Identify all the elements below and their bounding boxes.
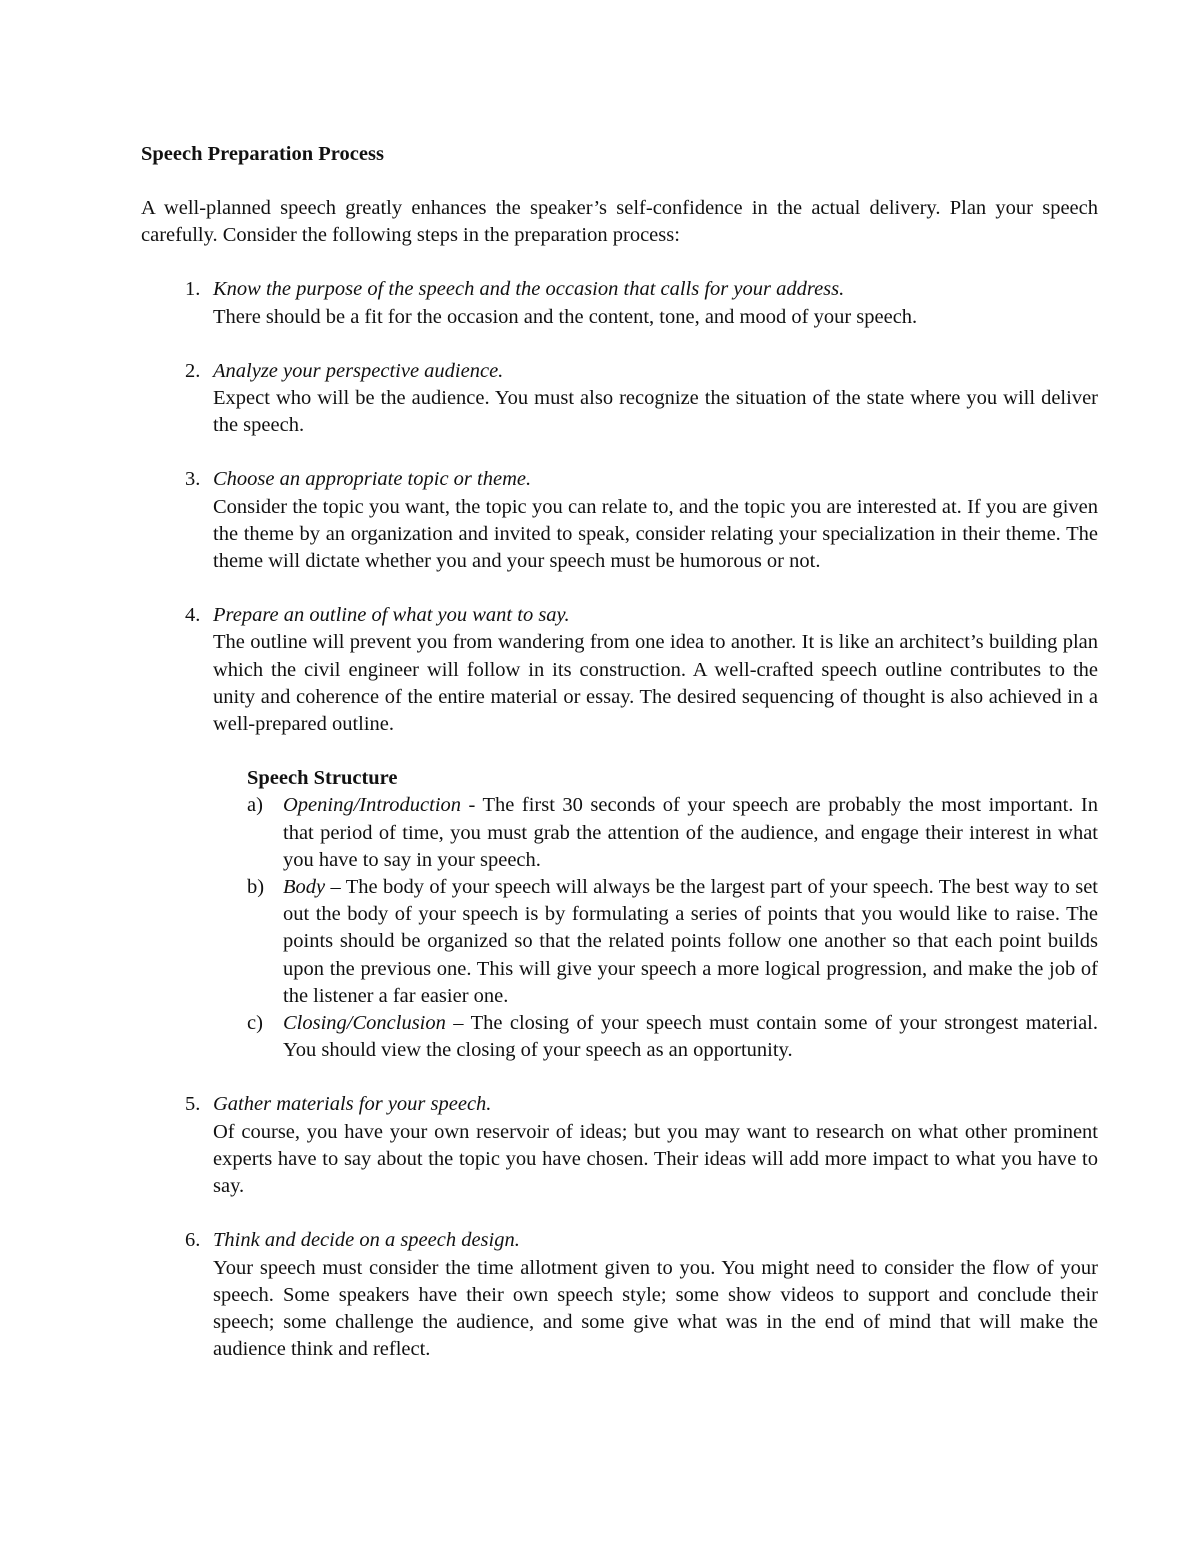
structure-item-closing [247, 1010, 1098, 1064]
step-item [141, 1227, 1098, 1363]
structure-item-text: – The closing of your speech must contain some of your strongest material. You should view the closing of your speech as an opportunity. [283, 1012, 1098, 1062]
step-heading: Think and decide on a speech design. [213, 1229, 520, 1252]
step-body: Expect who will be the audience. You must also recognize the situation of the state where you will deliver the speech. [213, 387, 1098, 437]
step-heading: Gather materials for your speech. [213, 1093, 492, 1116]
structure-item-opening [247, 792, 1098, 874]
step-number: 6. [185, 1229, 201, 1252]
structure-item-text: - The first 30 seconds of your speech are probably the most important. In that period of time, you must grab the attention of the audience, and engage their interest in what you have to say in your speech. [283, 794, 1098, 871]
structure-item-body [247, 874, 1098, 1010]
structure-item-letter: a) [247, 794, 263, 817]
step-item [141, 1091, 1098, 1200]
structure-item-term: Body [283, 876, 326, 899]
step-number: 3. [185, 468, 201, 491]
intro-paragraph: A well-planned speech greatly enhances the speaker’s self-confidence in the actual delivery. Plan your speech carefully. Consider the following steps in the preparation process: [141, 197, 1098, 247]
step-heading: Know the purpose of the speech and the occasion that calls for your address. [213, 278, 845, 301]
step-number: 5. [185, 1093, 201, 1116]
step-item [141, 602, 1098, 1064]
structure-item-letter: c) [247, 1012, 263, 1035]
structure-item-term: Closing/Conclusion [283, 1012, 446, 1035]
step-number: 1. [185, 278, 201, 301]
step-heading: Choose an appropriate topic or theme. [213, 468, 532, 491]
step-number: 4. [185, 604, 201, 627]
step-body: Of course, you have your own reservoir of ideas; but you may want to research on what other prominent experts have to say about the topic you have chosen. Their ideas will add more impact to what you have to say. [213, 1120, 1098, 1198]
step-heading: Analyze your perspective audience. [213, 359, 504, 382]
step-heading: Prepare an outline of what you want to say. [213, 604, 570, 627]
step-item [141, 358, 1098, 440]
step-body: Your speech must consider the time allotment given to you. You might need to consider the flow of your speech. Some speakers have their own speech style; some show videos to support and conclude their speech; some challenge the audience, and some give what was in the end of mind that will make the audience think and reflect. [213, 1256, 1098, 1361]
document-page [141, 141, 1098, 1363]
document-title: Speech Preparation Process [141, 143, 384, 165]
step-number: 2. [185, 359, 201, 382]
speech-structure [213, 765, 1098, 1064]
steps-list [141, 276, 1098, 1363]
speech-structure-title: Speech Structure [247, 767, 398, 790]
step-body: The outline will prevent you from wandering from one idea to another. It is like an architect’s building plan which the civil engineer will follow in its construction. A well-crafted speech outline contributes to the unity and coherence of the entire material or essay. The desired sequencing of thought is also achieved in a well-prepared outline. [213, 631, 1098, 736]
step-item [141, 276, 1098, 330]
step-body: There should be a fit for the occasion and the content, tone, and mood of your speech. [213, 305, 918, 328]
structure-item-term: Opening/Introduction [283, 794, 462, 817]
structure-item-text: – The body of your speech will always be the largest part of your speech. The best way to set out the body of your speech is by formulating a series of points that you would like to raise. The points should be organized so that the related points follow one another so that each point builds upon the previous one. This will give your speech a more logical progression, and make the job of the listener a far easier one. [283, 876, 1098, 1007]
step-item [141, 466, 1098, 575]
structure-item-letter: b) [247, 876, 265, 899]
step-body: Consider the topic you want, the topic you can relate to, and the topic you are interested at. If you are given the theme by an organization and invited to speak, consider relating your specialization in their theme. The theme will dictate whether you and your speech must be humorous or not. [213, 495, 1098, 573]
